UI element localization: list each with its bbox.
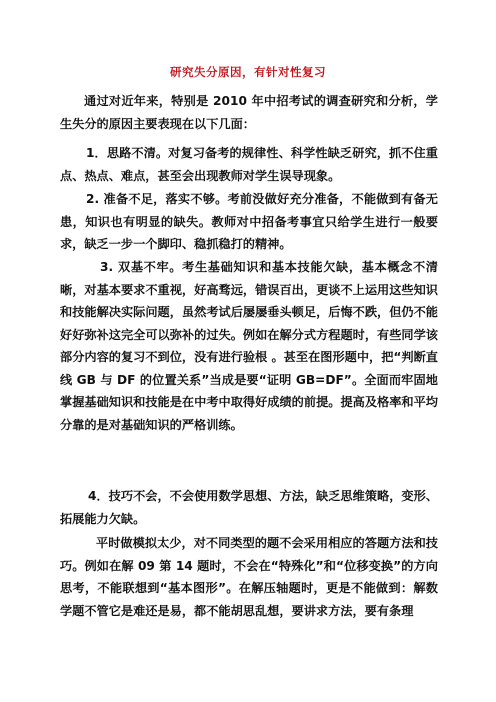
paragraph-practice: 平时做模拟太少，对不同类型的题不会采用相应的答题方法和技巧。例如在解 09 第 14 题时，不会在“特殊化”和“位移变换”的方向思考，不能联想到“基本图形”。在解压轴题时，更是不能做到：解数学题不管它是难还是易，都不能胡思乱想，要讲求方法，要有条理 xyxy=(60,536,438,618)
paragraph-point-1: 1．思路不清。对复习备考的规律性、科学性缺乏研究，抓不住重点、热点、难点，甚至会出现教师对学生误导现象。 xyxy=(60,146,438,183)
intro-paragraph: 通过对近年来，特别是 2010 年中招考试的调查研究和分析，学生失分的原因主要表现在以下几面： xyxy=(60,94,438,131)
document-title: 研究失分原因，有针对性复习 xyxy=(170,65,326,79)
paragraph-point-3: 3. 双基不牢。考生基础知识和基本技能欠缺，基本概念不清晰，对基本要求不重视，好高骛远，错误百出，更谈不上运用这些知识和技能解决实际问题，虽然考试后屡屡垂头顿足，后悔不跌，但仍不能好好弥补这完全可以弥补的过失。例如在解分式方程题时，有些同学该部分内容的复习不到位，没有进行验根 。甚至在图形题中，把“判断直线 GB 与 DF 的位置关系”当成是要“证明 GB=DF”。全面而牢固地掌握基础知识和技能是在中考中取得好成绩的前提。提高及格率和平均分靠的是对基础知识的严格训练。 xyxy=(60,260,438,432)
paragraph-point-2: 2. 准备不足，落实不够。考前没做好充分准备，不能做到有备无患，知识也有明显的缺失。教师对中招备考事宜只给学生进行一般要求，缺乏一步一个脚印、稳抓稳打的精神。 xyxy=(60,192,438,251)
paragraph-point-4: 4．技巧不会，不会使用数学思想、方法，缺乏思维策略，变形、拓展能力欠缺。 xyxy=(60,489,438,526)
